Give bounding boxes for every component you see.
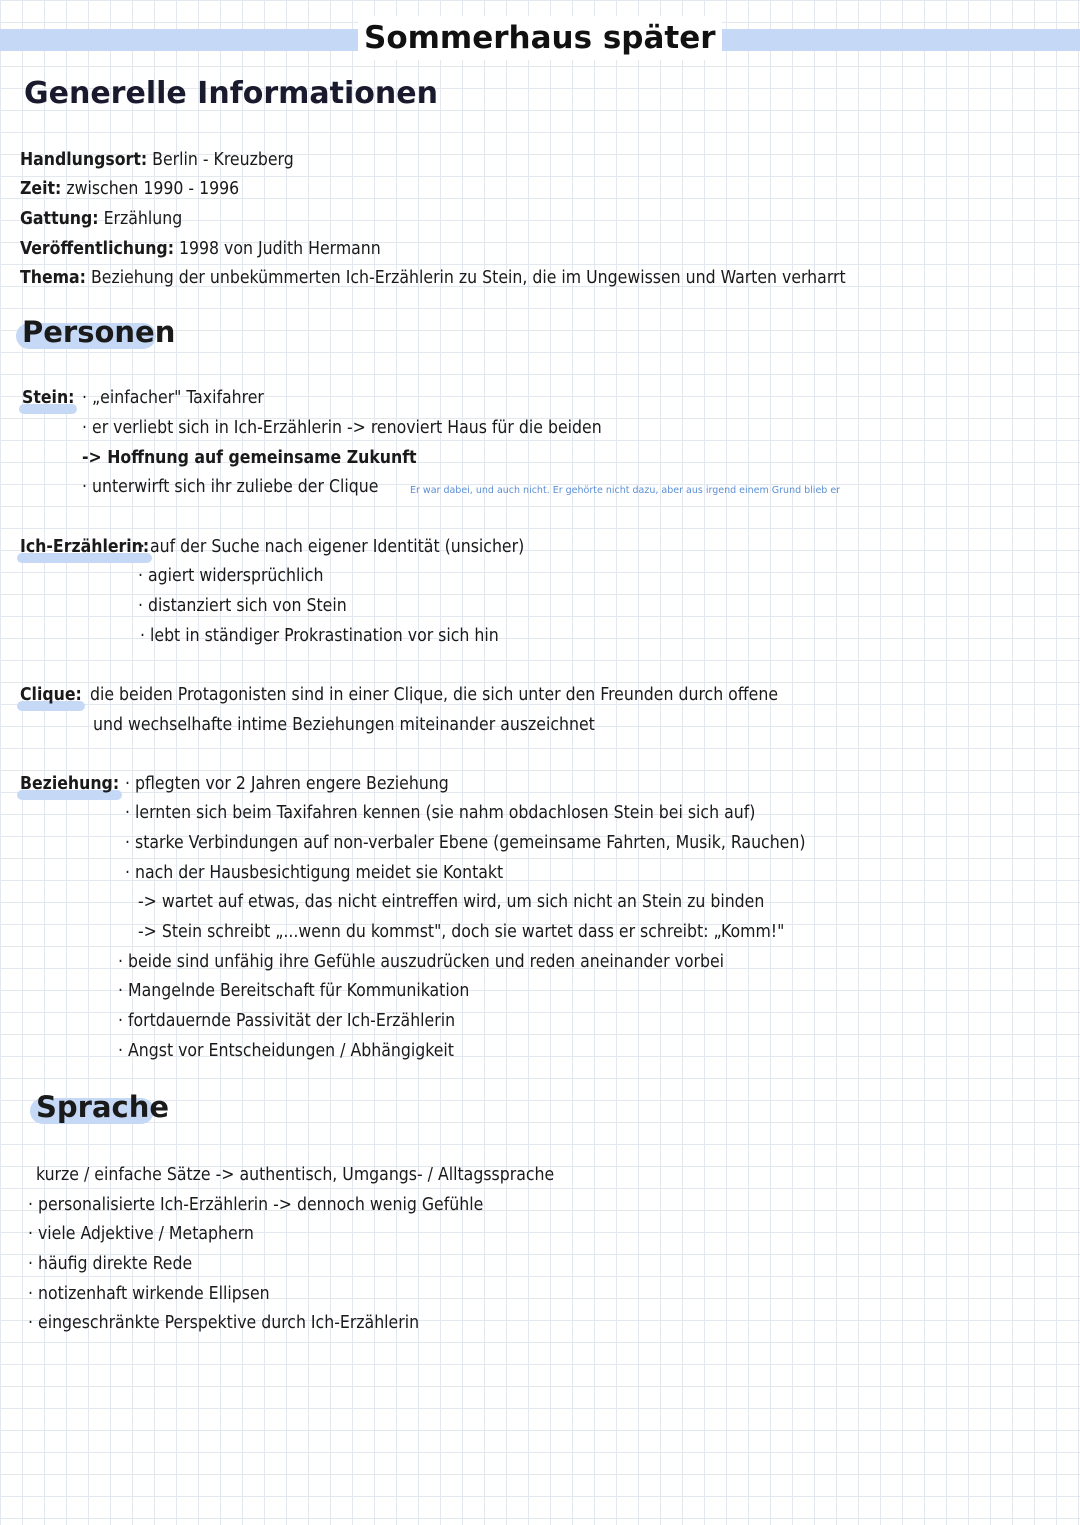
heading-language: Sprache	[36, 1090, 170, 1124]
value-time: zwischen 1990 - 1996	[66, 179, 240, 199]
narrator-item-4: · lebt in ständiger Prokrastination vor sich hin	[140, 626, 499, 646]
relation-item-3: · starke Verbindungen auf non-verbaler Ebene (gemeinsame Fahrten, Musik, Rauchen)	[125, 833, 806, 853]
relation-item-2: · lernten sich beim Taxifahren kennen (sie nahm obdachlosen Stein bei sich auf)	[125, 803, 756, 823]
relation-item-5: -> wartet auf etwas, das nicht eintreffen wird, um sich nicht an Stein zu binden	[138, 892, 765, 912]
general-line-time	[20, 177, 239, 201]
narrator-item-1: · auf der Suche nach eigener Identität (unsicher)	[140, 537, 525, 557]
label-published: Veröffentlichung:	[20, 239, 174, 259]
value-published: 1998 von Judith Hermann	[179, 239, 381, 259]
clique-line-2: und wechselhafte intime Beziehungen miteinander auszeichnet	[93, 715, 595, 735]
value-genre: Erzählung	[103, 209, 183, 229]
label-relation-text: Beziehung:	[20, 774, 120, 794]
language-item-3: · viele Adjektive / Metaphern	[28, 1224, 254, 1244]
general-line-genre	[20, 207, 182, 231]
relation-item-10: · Angst vor Entscheidungen / Abhängigkeit	[118, 1041, 454, 1061]
relation-item-1: · pflegten vor 2 Jahren engere Beziehung	[125, 774, 449, 794]
language-item-4: · häufig direkte Rede	[28, 1254, 193, 1274]
stein-item-4: · unterwirft sich ihr zuliebe der Clique	[82, 477, 379, 497]
relation-item-7: · beide sind unfähig ihre Gefühle auszudrücken und reden aneinander vorbei	[118, 952, 725, 972]
language-item-6: · eingeschränkte Perspektive durch Ich-Erzählerin	[28, 1313, 420, 1333]
heading-persons: Personen	[22, 315, 176, 349]
language-item-2: · personalisierte Ich-Erzählerin -> dennoch wenig Gefühle	[28, 1195, 484, 1215]
clique-line-1: die beiden Protagonisten sind in einer Clique, die sich unter den Freunden durch offene	[90, 685, 779, 705]
stein-item-1: · „einfacher" Taxifahrer	[82, 388, 264, 408]
language-item-5: · notizenhaft wirkende Ellipsen	[28, 1284, 270, 1304]
label-time: Zeit:	[20, 179, 62, 199]
language-item-1: kurze / einfache Sätze -> authentisch, Umgangs- / Alltagssprache	[36, 1165, 555, 1185]
general-line-published	[20, 237, 381, 261]
label-clique-text: Clique:	[20, 685, 82, 705]
stein-item-2: · er verliebt sich in Ich-Erzählerin -> renoviert Haus für die beiden	[82, 418, 602, 438]
label-stein-text: Stein:	[22, 388, 75, 408]
relation-item-9: · fortdauernde Passivität der Ich-Erzählerin	[118, 1011, 456, 1031]
relation-item-4: · nach der Hausbesichtigung meidet sie Kontakt	[125, 863, 504, 883]
general-line-theme	[20, 266, 846, 290]
label-narrator-text: Ich-Erzählerin:	[20, 537, 150, 557]
heading-language-wrap	[36, 1090, 169, 1124]
label-clique	[20, 683, 82, 707]
relation-item-8: · Mangelnde Bereitschaft für Kommunikation	[118, 981, 470, 1001]
label-stein	[22, 386, 74, 410]
label-relation	[20, 772, 119, 796]
general-line-place	[20, 148, 294, 172]
label-genre: Gattung:	[20, 209, 99, 229]
heading-general: Generelle Informationen	[24, 76, 438, 111]
title-band-left	[0, 29, 362, 51]
narrator-item-3: · distanziert sich von Stein	[138, 596, 347, 616]
stein-quote: Er war dabei, und auch nicht. Er gehörte nicht dazu, aber aus irgend einem Grund blieb er	[410, 485, 841, 496]
heading-persons-wrap	[22, 315, 175, 349]
relation-item-6: -> Stein schreibt „...wenn du kommst", doch sie wartet dass er schreibt: „Komm!"	[138, 922, 785, 942]
label-place: Handlungsort:	[20, 150, 148, 170]
stein-item-3: -> Hoffnung auf gemeinsame Zukunft	[82, 448, 417, 468]
value-place: Berlin - Kreuzberg	[152, 150, 294, 170]
label-theme: Thema:	[20, 268, 86, 288]
page-title: Sommerhaus später	[358, 16, 722, 60]
label-narrator	[20, 535, 149, 559]
value-theme: Beziehung der unbekümmerten Ich-Erzählerin zu Stein, die im Ungewissen und Warten verharrt	[90, 268, 846, 288]
narrator-item-2: · agiert widersprüchlich	[138, 566, 324, 586]
